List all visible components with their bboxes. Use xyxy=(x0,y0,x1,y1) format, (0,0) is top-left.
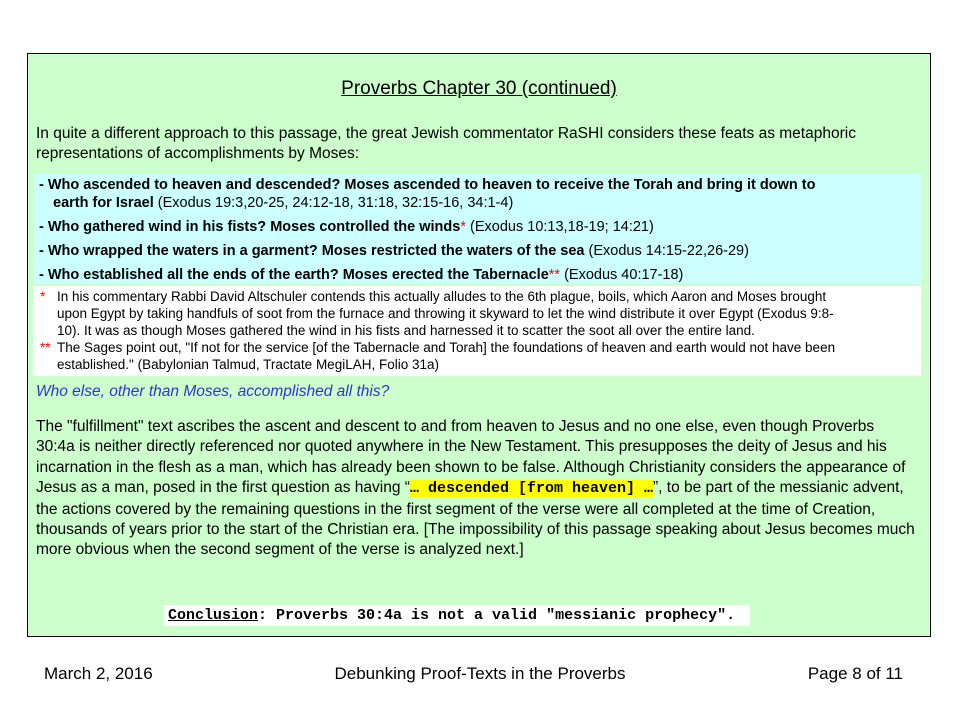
footnotes-box xyxy=(33,286,921,376)
question-line: Who else, other than Moses, accomplished all this? xyxy=(36,383,390,400)
highlighted-quote: … descended [from heaven] … xyxy=(409,480,653,498)
footer-date: March 2, 2016 xyxy=(44,664,153,683)
intro-paragraph: In quite a different approach to this passage, the great Jewish commentator RaSHI considers these feats as metaphoric representations of accomplishments by Moses: xyxy=(36,125,856,162)
slide-title: Proverbs Chapter 30 (continued) xyxy=(341,78,617,99)
footnote-marker: * xyxy=(40,289,46,304)
footer-title: Debunking Proof-Texts in the Proverbs xyxy=(334,664,626,683)
row-question: - Who ascended to heaven and descended? Moses ascended to heaven to receive the Torah and bring it down to xyxy=(39,177,816,193)
conclusion-box xyxy=(164,605,750,626)
footnote-marker: ** xyxy=(40,340,51,355)
footnote-2-line: established." (Babylonian Talmud, Tractate MegiLAH, Folio 31a) xyxy=(57,357,439,372)
conclusion-text: : Proverbs 30:4a is not a valid "messianic prophecy". xyxy=(258,607,736,624)
row-reference: (Exodus 40:17-18) xyxy=(560,267,684,283)
row-question: - Who gathered wind in his fists? Moses controlled the winds xyxy=(39,219,461,235)
body-text-part: ”, to be part of the messianic advent, the actions covered by the remaining questions in the first segment of the verse were all completed at the time of Creation, thousands of years prior to the start of the Christian era. [The impossibility of this passage speaking about Jesus becomes much more obvious when the second segment of the verse is analyzed next.] xyxy=(36,479,915,559)
footnote-1-line: upon Egypt by taking handfuls of soot from the furnace and throwing it skyward to let the wind distribute it over Egypt (Exodus 9:8- xyxy=(57,306,834,321)
accomplishment-row xyxy=(39,218,654,236)
row-question: - Who established all the ends of the earth? Moses erected the Tabernacle xyxy=(39,267,549,283)
row-reference: (Exodus 10:13,18-19; 14:21) xyxy=(466,219,654,235)
slide-panel xyxy=(27,53,931,637)
row-question: - Who wrapped the waters in a garment? Moses restricted the waters of the sea xyxy=(39,243,585,259)
body-paragraph xyxy=(36,417,916,561)
footnote-2-line: The Sages point out, "If not for the service [of the Tabernacle and Torah] the foundations of heaven and earth would not have been xyxy=(57,340,836,355)
footnote-1-line: In his commentary Rabbi David Altschuler contends this actually alludes to the 6th plague, boils, which Aaron and Moses brought xyxy=(57,289,827,304)
footnote-marker: ** xyxy=(548,267,561,283)
footnote-1-line: 10). It was as though Moses gathered the wind in his fists and harnessed it to scatter the soot all over the entire land. xyxy=(57,323,755,338)
row-reference: (Exodus 14:15-22,26-29) xyxy=(584,243,749,259)
body-text-part: The "fulfillment" text ascribes the ascent and descent to and from heaven to Jesus and no one else, even though Proverbs 30:4a is neither directly referenced nor quoted anywhere in the New Testament. This presupposes the deity of Jesus and his incarnation in the flesh as a man, which has already been shown to be false. Although Christianity considers the appearance of Jesus as a man, posed in the first question as having “ xyxy=(36,418,906,497)
footer-page-number: Page 8 of 11 xyxy=(807,664,903,683)
accomplishment-row xyxy=(39,242,749,260)
conclusion-label: Conclusion xyxy=(168,607,259,624)
accomplishment-row xyxy=(39,176,815,212)
moses-accomplishments-box xyxy=(33,174,921,284)
accomplishment-row xyxy=(39,266,683,284)
row-reference: (Exodus 19:3,20-25, 24:12-18, 31:18, 32:15-16, 34:1-4) xyxy=(153,195,514,211)
row-question-cont: earth for Israel xyxy=(53,195,154,211)
footnote-marker: * xyxy=(460,219,466,235)
